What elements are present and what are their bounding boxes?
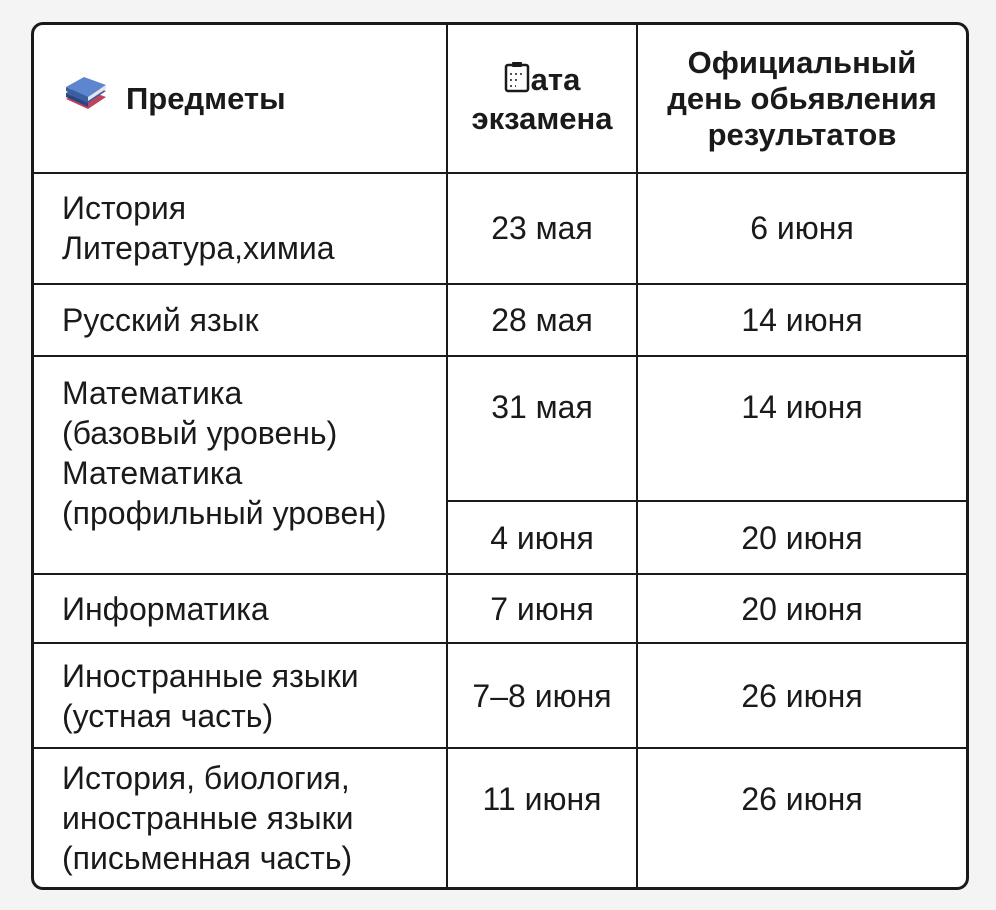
header-results-day [637, 25, 966, 173]
result-date-cell: 26 июня [637, 748, 966, 887]
subject-cell: История Литература,химиа [34, 173, 447, 283]
exam-date-cell: 31 мая [447, 356, 637, 501]
exam-schedule-table-frame [31, 22, 969, 890]
result-date-cell: 26 июня [637, 643, 966, 747]
header-exam-date-line1: ата [530, 61, 581, 97]
table-row [34, 748, 966, 887]
exam-schedule-table [34, 25, 966, 887]
header-subjects-label: Предметы [126, 80, 286, 116]
table-row [34, 643, 966, 747]
subject-cell: История, биология, иностранные языки (письменная часть) [34, 748, 447, 887]
table-row [34, 356, 966, 501]
result-date-cell: 14 июня [637, 284, 966, 356]
exam-date-cell: 23 мая [447, 173, 637, 283]
table-row [34, 284, 966, 356]
table-header-row [34, 25, 966, 173]
header-results-line2: день обьявления [667, 80, 937, 116]
header-results-line1: Официальный [687, 44, 917, 80]
header-results-line3: результатов [707, 116, 897, 152]
result-date-cell: 20 июня [637, 574, 966, 643]
table-row [34, 574, 966, 643]
header-exam-date [447, 25, 637, 173]
exam-date-cell: 7 июня [447, 574, 637, 643]
subject-cell: Иностранные языки (устная часть) [34, 643, 447, 747]
header-subjects [34, 25, 447, 173]
result-date-cell: 14 июня [637, 356, 966, 501]
calendar-icon [504, 61, 530, 101]
table-row [34, 173, 966, 283]
subject-cell: Информатика [34, 574, 447, 643]
subject-cell: Русский язык [34, 284, 447, 356]
exam-date-cell: 11 июня [447, 748, 637, 887]
header-exam-date-line2: экзамена [471, 100, 613, 136]
result-date-cell: 20 июня [637, 501, 966, 574]
exam-date-cell: 4 июня [447, 501, 637, 574]
books-icon [62, 75, 110, 123]
exam-date-cell: 7–8 июня [447, 643, 637, 747]
subject-cell: Математика (базовый уровень) Математика (профильный уровен) [34, 356, 447, 574]
exam-date-cell: 28 мая [447, 284, 637, 356]
result-date-cell: 6 июня [637, 173, 966, 283]
